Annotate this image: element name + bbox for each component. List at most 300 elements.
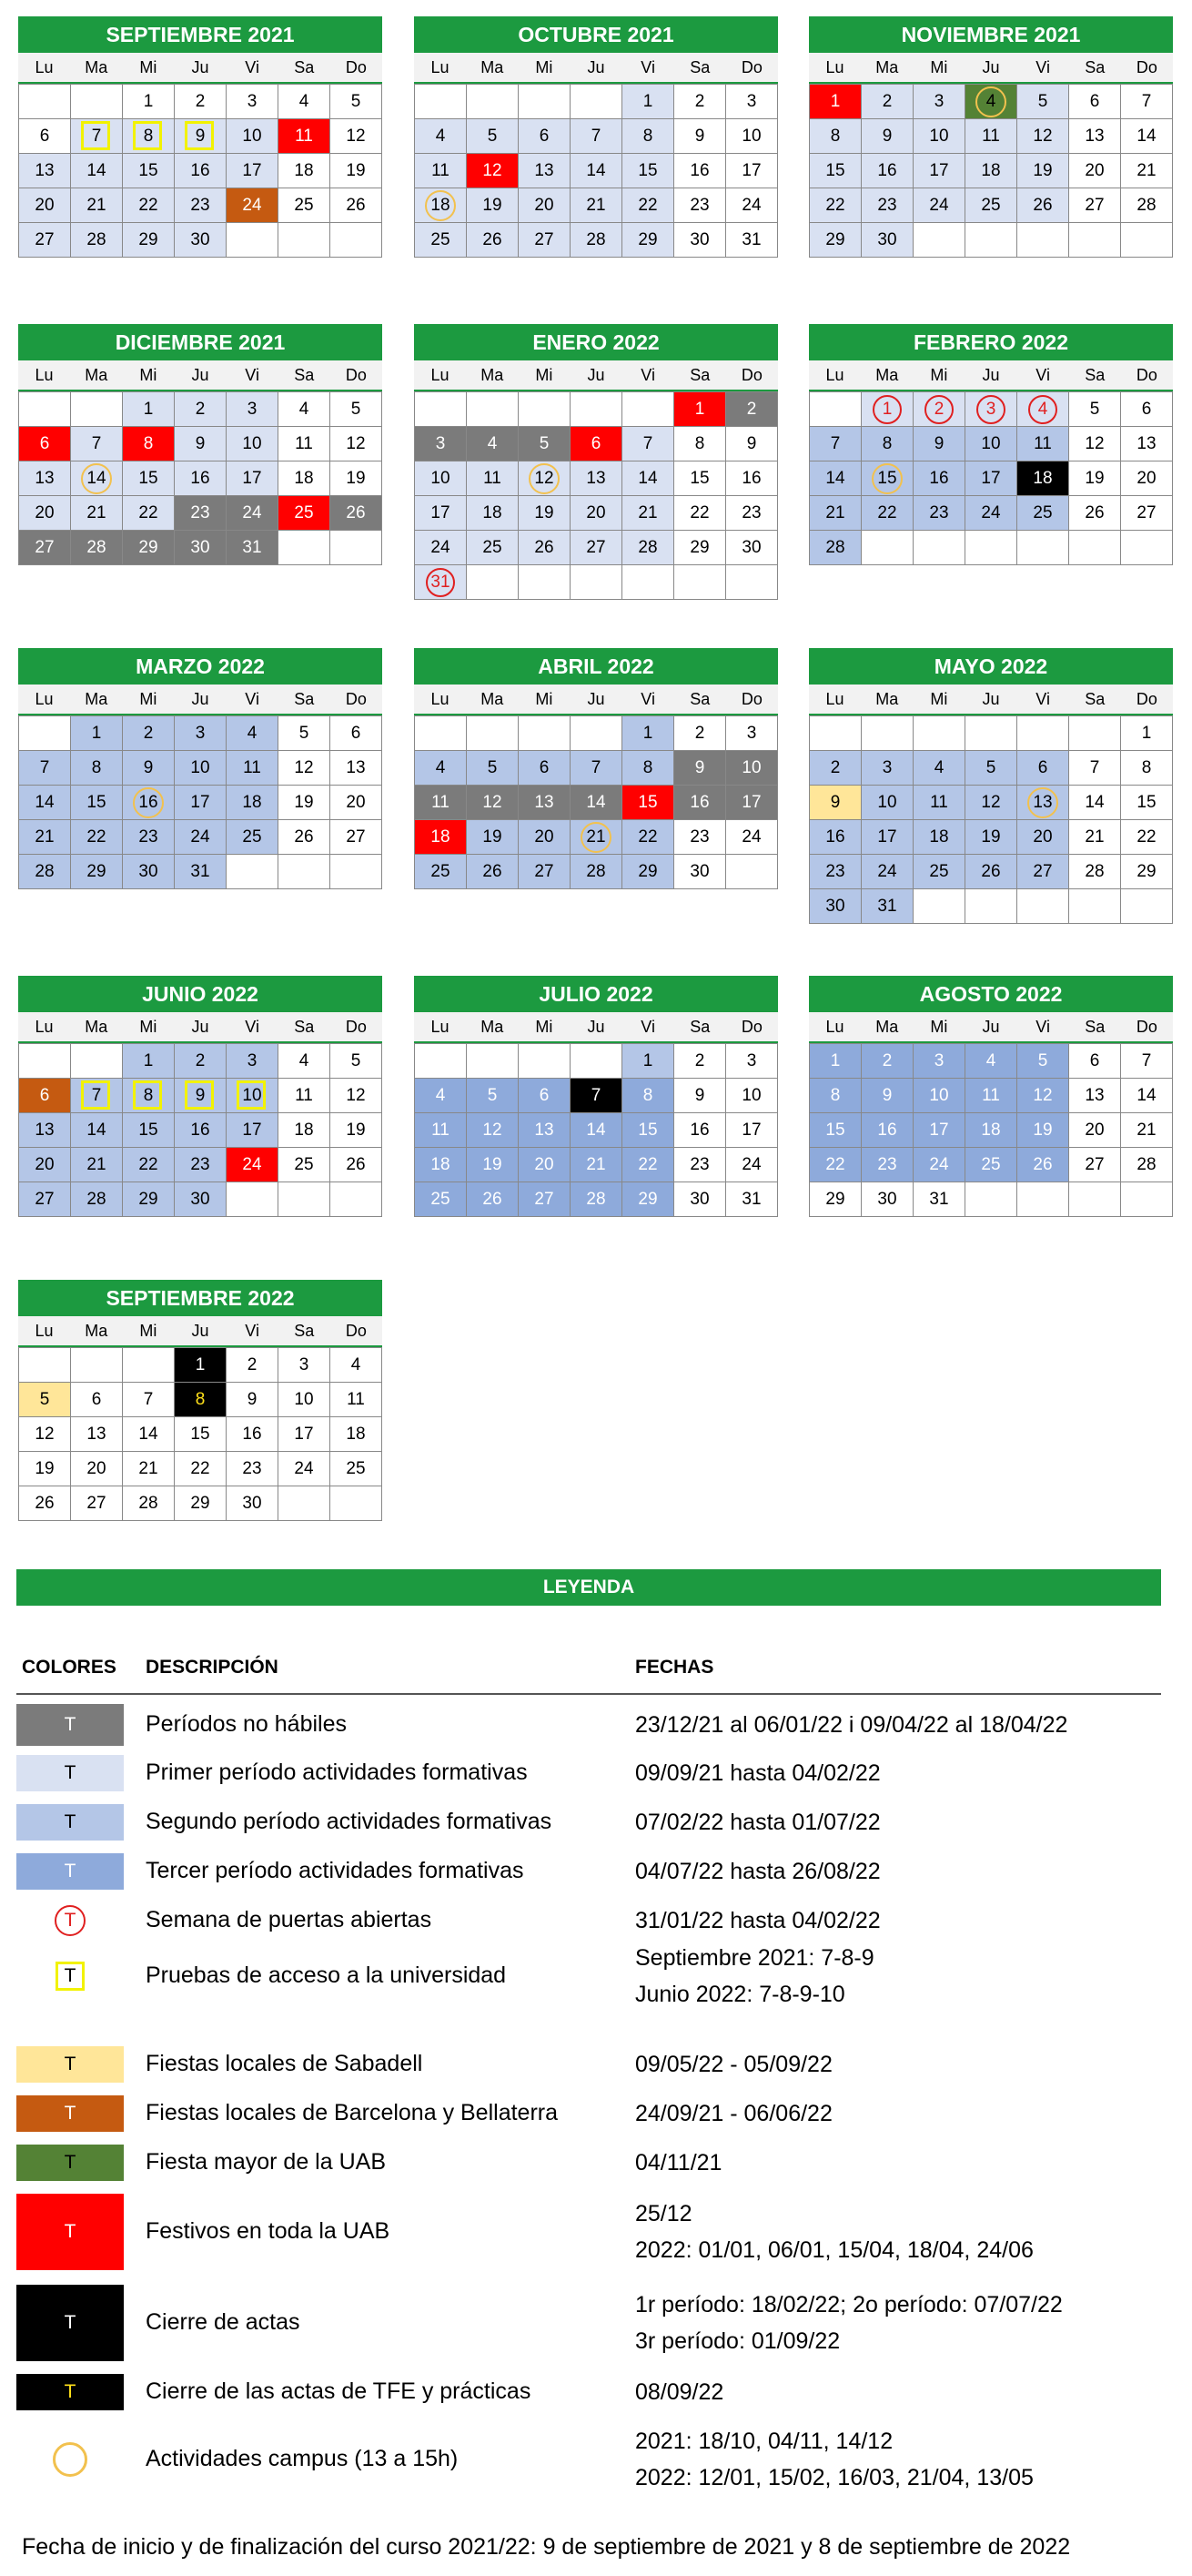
empty-cell <box>674 565 726 600</box>
empty-cell <box>571 565 622 600</box>
month-calendar <box>414 976 778 1217</box>
day-number: 29 <box>825 229 845 249</box>
empty-cell <box>330 531 382 565</box>
day-cell <box>674 496 726 531</box>
day-cell <box>674 85 726 119</box>
day-number: 27 <box>35 537 55 557</box>
day-number: 29 <box>86 861 106 881</box>
legend-row <box>16 2145 1161 2181</box>
empty-cell <box>278 1182 330 1217</box>
day-number: 14 <box>86 468 106 488</box>
day-number: 11 <box>295 126 313 146</box>
day-cell <box>965 751 1017 786</box>
day-number: 19 <box>482 195 502 215</box>
day-number: 25 <box>981 195 1001 215</box>
day-cell <box>278 1113 330 1148</box>
weekday-label: Ju <box>191 1321 209 1340</box>
day-number: 8 <box>642 757 653 777</box>
legend-date-line: 31/01/22 hasta 04/02/22 <box>635 1908 881 1933</box>
day-number: 27 <box>586 537 606 557</box>
day-number: 5 <box>298 723 309 743</box>
day-cell <box>674 1113 726 1148</box>
day-cell <box>330 786 382 820</box>
day-cell <box>519 188 571 223</box>
day-cell <box>965 1079 1017 1113</box>
day-cell <box>1017 154 1069 188</box>
day-cell <box>330 1452 382 1486</box>
day-number: 19 <box>1033 160 1053 180</box>
day-number: 30 <box>138 861 158 881</box>
empty-cell <box>519 716 571 751</box>
empty-cell <box>415 85 467 119</box>
empty-cell <box>519 392 571 427</box>
day-number: 16 <box>877 160 897 180</box>
day-number: 20 <box>1085 160 1105 180</box>
day-cell <box>71 223 123 258</box>
weekday-label: Do <box>741 1017 763 1036</box>
day-number: 18 <box>430 195 450 215</box>
weekday-label: Ma <box>85 689 108 708</box>
day-number: 22 <box>1136 827 1157 847</box>
day-cell <box>71 1148 123 1182</box>
day-cell <box>467 1079 519 1113</box>
day-cell <box>965 786 1017 820</box>
month-calendar <box>414 648 778 889</box>
day-cell <box>71 786 123 820</box>
weekday-header <box>809 360 1173 391</box>
day-number: 23 <box>690 1154 710 1174</box>
legend-description: Cierre de las actas de TFE y prácticas <box>146 2378 531 2404</box>
day-number: 27 <box>35 229 55 249</box>
day-cell <box>123 85 175 119</box>
empty-cell <box>330 1182 382 1217</box>
day-number: 5 <box>1037 1050 1048 1070</box>
day-cell <box>175 531 227 565</box>
day-cell <box>622 154 674 188</box>
day-cell <box>622 716 674 751</box>
weekday-header <box>809 53 1173 84</box>
month-title: JUNIO 2022 <box>18 976 382 1012</box>
day-number: 24 <box>742 827 762 847</box>
day-number: 23 <box>190 1154 210 1174</box>
weekday-header <box>18 685 382 715</box>
day-cell <box>278 786 330 820</box>
day-cell <box>519 223 571 258</box>
weekday-label: Mi <box>535 1017 553 1036</box>
day-number: 6 <box>539 126 550 146</box>
month-title: AGOSTO 2022 <box>809 976 1173 1012</box>
day-cell <box>622 461 674 496</box>
weekday-header <box>414 360 778 391</box>
day-cell <box>914 1044 965 1079</box>
day-cell <box>227 786 278 820</box>
color-swatch <box>16 1804 124 1841</box>
empty-cell <box>415 392 467 427</box>
weekday-label: Vi <box>245 1017 259 1036</box>
day-cell <box>622 1182 674 1217</box>
day-cell <box>571 119 622 154</box>
day-number: 15 <box>138 1120 158 1140</box>
day-number: 3 <box>746 1050 757 1070</box>
day-cell <box>622 786 674 820</box>
day-cell <box>622 427 674 461</box>
legend-dates <box>635 2423 1034 2496</box>
day-number: 7 <box>143 1389 154 1409</box>
day-number: 5 <box>39 1389 50 1409</box>
color-swatch <box>16 1853 124 1890</box>
day-cell <box>19 119 71 154</box>
day-number: 13 <box>35 468 55 488</box>
empty-cell <box>330 223 382 258</box>
weekday-label: Vi <box>1035 689 1050 708</box>
day-cell <box>571 1113 622 1148</box>
day-number: 20 <box>534 1154 554 1174</box>
day-cell <box>278 1383 330 1417</box>
day-number: 15 <box>1136 792 1157 812</box>
day-number: 17 <box>742 792 762 812</box>
legend-row <box>16 1853 1161 1890</box>
day-cell <box>519 855 571 889</box>
weekday-label: Lu <box>825 1017 844 1036</box>
day-number: 28 <box>1085 861 1105 881</box>
day-number: 22 <box>825 1154 845 1174</box>
day-number: 20 <box>346 792 366 812</box>
day-cell <box>914 855 965 889</box>
weekday-label: Ju <box>982 1017 1000 1036</box>
day-number: 6 <box>539 1085 550 1105</box>
day-number: 2 <box>195 91 206 111</box>
empty-cell <box>1017 716 1069 751</box>
day-number: 26 <box>294 827 314 847</box>
empty-cell <box>19 1348 71 1383</box>
empty-cell <box>123 1348 175 1383</box>
day-number: 15 <box>638 792 658 812</box>
day-number: 7 <box>91 126 102 146</box>
day-number: 7 <box>591 1085 601 1105</box>
day-number: 11 <box>347 1389 365 1409</box>
day-cell <box>123 751 175 786</box>
swatch-letter: T <box>64 2152 76 2173</box>
day-cell <box>674 1182 726 1217</box>
day-number: 21 <box>1136 1120 1157 1140</box>
legend-date-line: 25/12 <box>635 2201 692 2226</box>
day-number: 16 <box>690 160 710 180</box>
weekday-label: Ma <box>480 365 504 384</box>
day-number: 12 <box>346 126 366 146</box>
legend-date-line: 23/12/21 al 06/01/22 i 09/04/22 al 18/04/22 <box>635 1712 1068 1738</box>
day-cell <box>519 1148 571 1182</box>
day-cell <box>19 531 71 565</box>
day-number: 4 <box>1037 399 1048 419</box>
empty-cell <box>1121 1182 1173 1217</box>
day-number: 8 <box>143 1085 154 1105</box>
weekday-header <box>18 360 382 391</box>
day-cell <box>519 461 571 496</box>
empty-cell <box>71 85 123 119</box>
day-cell <box>330 461 382 496</box>
day-number: 12 <box>1033 1085 1053 1105</box>
month-calendar <box>809 16 1173 258</box>
day-number: 13 <box>1085 1085 1105 1105</box>
day-number: 17 <box>242 468 262 488</box>
day-cell <box>227 1383 278 1417</box>
day-cell <box>914 751 965 786</box>
empty-cell <box>914 531 965 565</box>
day-number: 21 <box>586 1154 606 1174</box>
day-cell <box>914 820 965 855</box>
day-number: 17 <box>742 1120 762 1140</box>
day-number: 11 <box>1034 433 1052 453</box>
day-number: 18 <box>430 827 450 847</box>
day-cell <box>227 1044 278 1079</box>
day-cell <box>278 820 330 855</box>
day-number: 14 <box>86 1120 106 1140</box>
day-number: 9 <box>694 757 705 777</box>
day-number: 28 <box>138 1493 158 1513</box>
day-cell <box>227 1079 278 1113</box>
empty-cell <box>415 716 467 751</box>
day-cell <box>415 461 467 496</box>
day-number: 4 <box>435 126 446 146</box>
day-cell <box>1069 820 1121 855</box>
day-number: 20 <box>1033 827 1053 847</box>
day-number: 14 <box>1136 126 1157 146</box>
day-number: 19 <box>294 792 314 812</box>
day-number: 23 <box>877 195 897 215</box>
day-cell <box>415 188 467 223</box>
day-number: 27 <box>1033 861 1053 881</box>
day-cell <box>175 1452 227 1486</box>
legend-dates <box>635 1940 874 2013</box>
weekday-label: Do <box>741 365 763 384</box>
day-cell <box>330 1383 382 1417</box>
day-cell <box>674 392 726 427</box>
day-cell <box>19 461 71 496</box>
day-number: 19 <box>482 1154 502 1174</box>
weekday-label: Do <box>345 365 367 384</box>
day-cell <box>175 1113 227 1148</box>
day-cell <box>227 461 278 496</box>
day-number: 5 <box>539 433 550 453</box>
weekday-label: Sa <box>294 1017 315 1036</box>
day-cell <box>1069 461 1121 496</box>
legend-swatch <box>16 2095 124 2132</box>
weekday-label: Lu <box>430 1017 450 1036</box>
empty-cell <box>1069 716 1121 751</box>
day-number: 28 <box>1136 195 1157 215</box>
legend-swatch <box>16 2194 124 2270</box>
day-cell <box>467 1113 519 1148</box>
empty-cell <box>862 716 914 751</box>
day-cell <box>726 751 778 786</box>
day-cell <box>19 427 71 461</box>
day-number: 28 <box>86 1189 106 1209</box>
day-cell <box>1017 188 1069 223</box>
weekday-label: Ma <box>85 1321 108 1340</box>
weekday-label: Vi <box>641 57 655 76</box>
day-cell <box>330 751 382 786</box>
day-number: 3 <box>435 433 446 453</box>
day-number: 4 <box>934 757 945 777</box>
empty-cell <box>467 1044 519 1079</box>
day-number: 1 <box>830 1050 841 1070</box>
month-calendar <box>414 324 778 600</box>
day-cell <box>278 154 330 188</box>
day-number: 6 <box>39 433 50 453</box>
weekday-label: Lu <box>825 57 844 76</box>
empty-cell <box>1069 889 1121 924</box>
day-number: 4 <box>247 723 258 743</box>
day-cell <box>862 392 914 427</box>
day-number: 29 <box>638 229 658 249</box>
empty-cell <box>71 392 123 427</box>
day-number: 14 <box>586 792 606 812</box>
legend-description: Actividades campus (13 a 15h) <box>146 2446 459 2471</box>
day-cell <box>278 1452 330 1486</box>
day-cell <box>175 188 227 223</box>
day-cell <box>1121 188 1173 223</box>
day-cell <box>123 392 175 427</box>
day-number: 12 <box>294 757 314 777</box>
day-number: 26 <box>35 1493 55 1513</box>
day-cell <box>726 223 778 258</box>
day-grid <box>414 715 778 889</box>
weekday-label: Ma <box>480 1017 504 1036</box>
day-number: 21 <box>1085 827 1105 847</box>
day-cell <box>622 188 674 223</box>
day-cell <box>674 716 726 751</box>
day-number: 24 <box>242 195 262 215</box>
weekday-label: Vi <box>641 365 655 384</box>
day-number: 24 <box>242 1154 262 1174</box>
day-cell <box>467 531 519 565</box>
empty-cell <box>415 1044 467 1079</box>
day-cell <box>519 1079 571 1113</box>
weekday-label: Do <box>345 1321 367 1340</box>
day-cell <box>175 1383 227 1417</box>
empty-cell <box>278 223 330 258</box>
day-cell <box>19 751 71 786</box>
day-number: 14 <box>638 468 658 488</box>
day-cell <box>862 820 914 855</box>
day-cell <box>415 1079 467 1113</box>
day-number: 9 <box>934 433 945 453</box>
day-number: 6 <box>1141 399 1152 419</box>
day-number: 12 <box>981 792 1001 812</box>
day-cell <box>519 751 571 786</box>
day-number: 20 <box>586 502 606 522</box>
day-number: 22 <box>190 1458 210 1478</box>
day-cell <box>467 496 519 531</box>
empty-cell <box>227 1182 278 1217</box>
day-cell <box>123 427 175 461</box>
day-number: 25 <box>430 861 450 881</box>
weekday-label: Ma <box>875 689 899 708</box>
day-number: 7 <box>591 757 601 777</box>
day-cell <box>726 820 778 855</box>
day-cell <box>467 119 519 154</box>
day-cell <box>1017 1044 1069 1079</box>
color-swatch <box>16 1704 124 1746</box>
day-number: 21 <box>638 502 658 522</box>
color-swatch <box>16 2046 124 2083</box>
legend-date-line: 2022: 12/01, 15/02, 16/03, 21/04, 13/05 <box>635 2465 1034 2490</box>
day-cell <box>330 119 382 154</box>
day-number: 16 <box>242 1424 262 1444</box>
day-cell <box>175 392 227 427</box>
day-cell <box>1017 786 1069 820</box>
day-number: 15 <box>138 468 158 488</box>
day-cell <box>227 716 278 751</box>
legend-swatch <box>16 2285 124 2361</box>
day-cell <box>278 119 330 154</box>
day-cell <box>467 1182 519 1217</box>
weekday-label: Vi <box>1035 365 1050 384</box>
day-number: 7 <box>39 757 50 777</box>
day-cell <box>726 427 778 461</box>
day-cell <box>467 461 519 496</box>
day-cell <box>1121 154 1173 188</box>
swatch-letter: T <box>64 2312 76 2333</box>
day-cell <box>415 786 467 820</box>
day-cell <box>71 751 123 786</box>
day-cell <box>726 1079 778 1113</box>
weekday-label: Ma <box>85 57 108 76</box>
weekday-label: Mi <box>930 1017 948 1036</box>
day-cell <box>862 496 914 531</box>
day-number: 17 <box>929 1120 949 1140</box>
day-number: 12 <box>346 433 366 453</box>
day-number: 26 <box>1033 1154 1053 1174</box>
day-number: 9 <box>195 126 206 146</box>
month-calendar <box>18 648 382 889</box>
day-number: 2 <box>934 399 945 419</box>
day-cell <box>123 1486 175 1521</box>
day-cell <box>674 855 726 889</box>
day-number: 20 <box>35 195 55 215</box>
day-number: 8 <box>195 1389 206 1409</box>
day-number: 30 <box>690 229 710 249</box>
day-number: 24 <box>877 861 897 881</box>
legend-description: Fiestas locales de Barcelona y Bellaterra <box>146 2100 559 2125</box>
day-cell <box>71 154 123 188</box>
day-cell <box>1069 786 1121 820</box>
weekday-label: Sa <box>1085 1017 1106 1036</box>
day-cell <box>123 1079 175 1113</box>
weekday-label: Do <box>741 689 763 708</box>
empty-cell <box>571 85 622 119</box>
day-cell <box>914 786 965 820</box>
legend-header <box>16 1646 1161 1695</box>
day-number: 17 <box>294 1424 314 1444</box>
day-number: 9 <box>247 1389 258 1409</box>
legend-row <box>16 2374 1161 2410</box>
day-number: 12 <box>534 468 554 488</box>
day-cell <box>674 154 726 188</box>
day-number: 7 <box>1141 91 1152 111</box>
day-cell <box>726 1044 778 1079</box>
day-number: 31 <box>929 1189 949 1209</box>
weekday-label: Ma <box>875 57 899 76</box>
empty-cell <box>467 85 519 119</box>
empty-cell <box>965 1182 1017 1217</box>
day-cell <box>726 531 778 565</box>
day-number: 7 <box>91 1085 102 1105</box>
weekday-label: Mi <box>930 57 948 76</box>
day-number: 17 <box>929 160 949 180</box>
day-number: 29 <box>825 1189 845 1209</box>
day-cell <box>622 223 674 258</box>
